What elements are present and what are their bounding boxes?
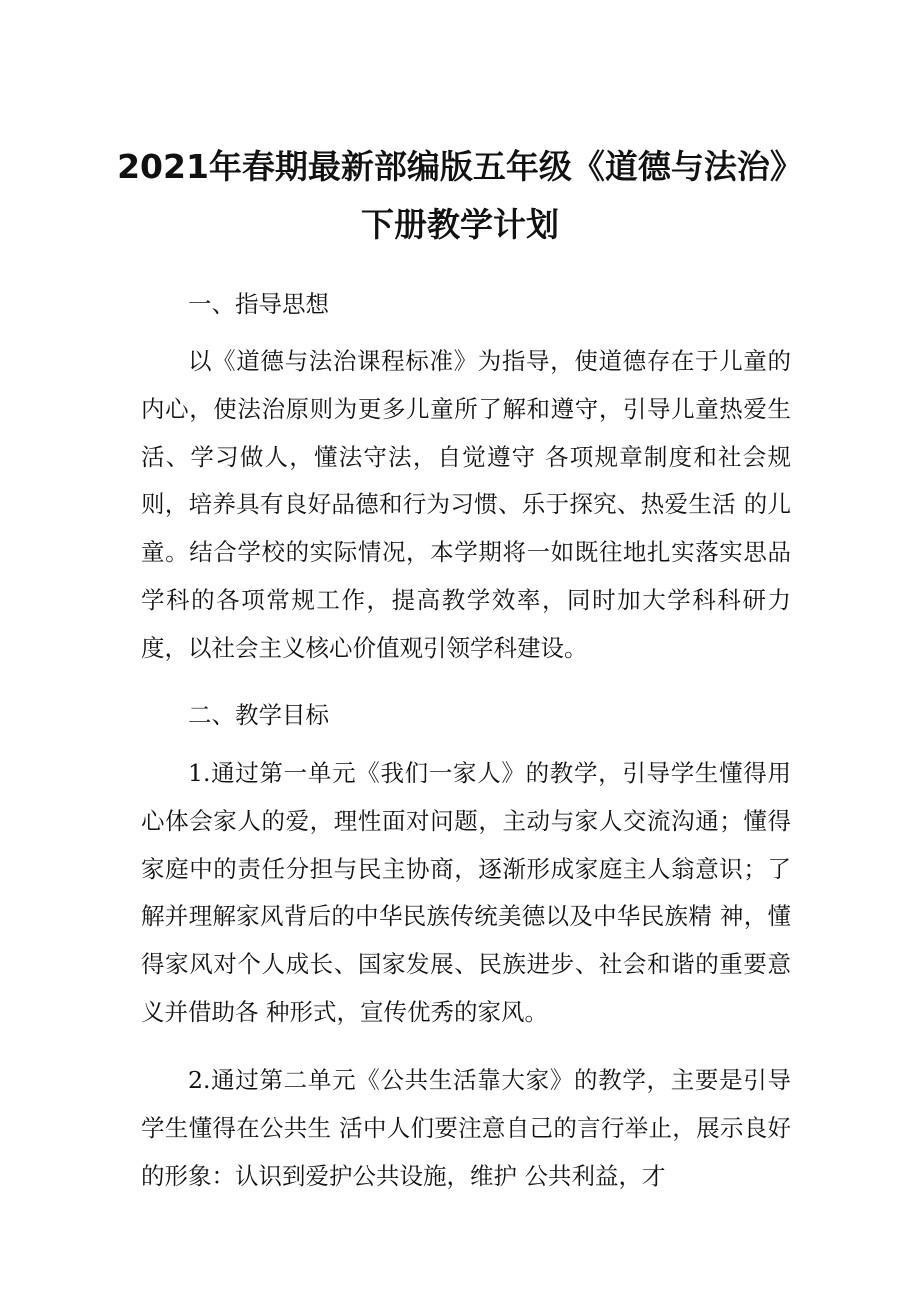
section-paragraph-guiding-thought: [141, 338, 791, 673]
paragraph-text: 1.通过第一单元《我们一家人》的教学，引导学生懂得用心体会家人的爱，理性面对问题，主动与家人交流沟通；懂得家庭中的责任分担与民主协商，逐渐形成家庭主人翁意识；了解并理解家风背后的中华民族传统美德以及中华民族精 神，懂得家风对个人成长、国家发展、民族进步、社会和谐的重要意义并借助各 种形式，宣传优秀的家风。: [141, 759, 791, 1026]
goal-paragraph-2: [141, 1057, 791, 1200]
paragraph-text: 2.通过第二单元《公共生活靠大家》的教学，主要是引导学生懂得在公共生 活中人们要注意自己的言行举止，展示良好的形象：认识到爱护公共设施，维护 公共利益，才: [141, 1066, 791, 1190]
goal-paragraph-1: [141, 750, 791, 1037]
paragraph-text: 以《道德与法治课程标准》为指导，使道德存在于儿童的内心，使法治原则为更多儿童所了解和遵守，引导儿童热爱生活、学习做人，懂法守法，自觉遵守 各项规章制度和社会规则，培养具有良好品德和行为习惯、乐于探究、热爱生活 的儿童。结合学校的实际情况，本学期将一如既往地扎实落实思品学科的各项常规工作，提高教学效率，同时加大学科科研力度，以社会主义核心价值观引领学科建设。: [141, 347, 791, 662]
document-title-line-2: 下册教学计划: [361, 205, 559, 244]
section-heading-guiding-thought: 一、指导思想: [188, 290, 329, 318]
document-title-line-1: 2021年春期最新部编版五年级《道德与法治》: [117, 147, 803, 186]
section-heading-teaching-goals: 二、教学目标: [188, 701, 329, 729]
